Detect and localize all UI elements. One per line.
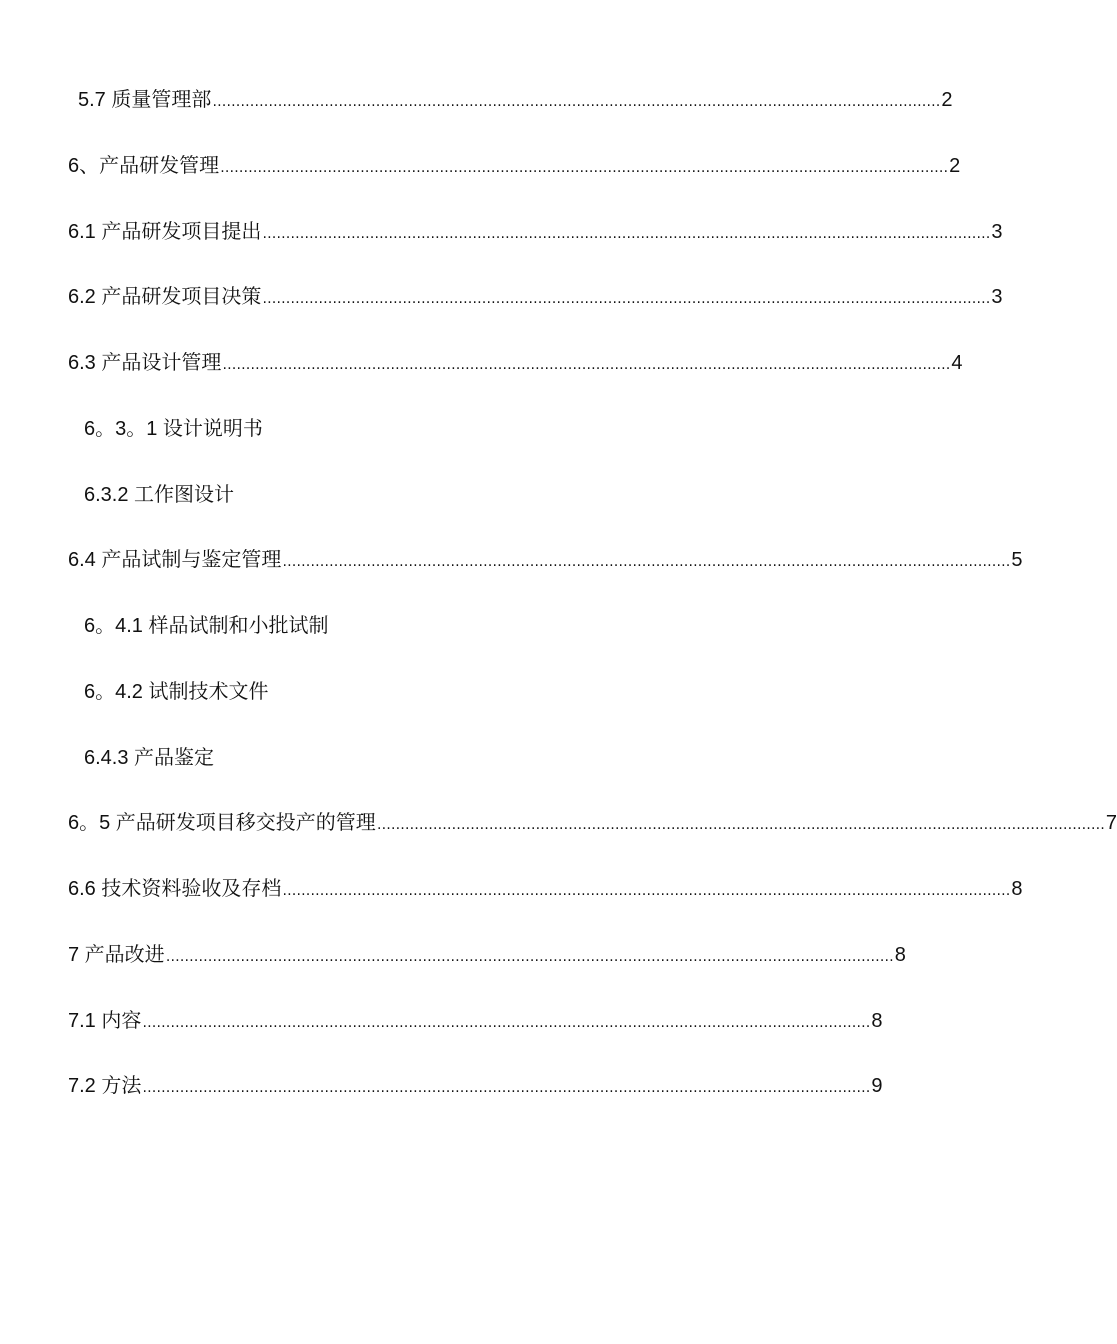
toc-entry-label: 6.1 产品研发项目提出	[68, 221, 262, 243]
toc-entry[interactable]	[68, 940, 906, 970]
toc-leader-dots: …………………………………………………………………………………………………………………………………………	[142, 1080, 871, 1096]
toc-subentry-label: 6.3.2 工作图设计	[84, 484, 235, 506]
toc-leader-dots: …………………………………………………………………………………………………………………………………………	[165, 949, 894, 965]
toc-subentry-label: 6.4.3 产品鉴定	[84, 747, 215, 769]
toc-leader-dots: …………………………………………………………………………………………………………………………………………	[376, 817, 1105, 833]
toc-subentry[interactable]	[84, 677, 268, 707]
toc-entry-label: 6.2 产品研发项目决策	[68, 286, 262, 308]
toc-subentry-label: 6。4.2 试制技术文件	[84, 681, 269, 703]
toc-entry[interactable]	[68, 1071, 883, 1101]
toc-entry[interactable]	[68, 874, 1023, 904]
toc-entry-label: 7.2 方法	[68, 1075, 142, 1097]
toc-entry-page: 5	[1011, 549, 1023, 571]
toc-leader-dots: …………………………………………………………………………………………………………………………………………	[282, 883, 1011, 899]
toc-subentry[interactable]	[84, 414, 263, 444]
toc-subentry-label: 6。4.1 样品试制和小批试制	[84, 615, 329, 637]
toc-leader-dots: …………………………………………………………………………………………………………………………………………	[212, 94, 941, 110]
toc-subentry[interactable]	[84, 611, 328, 641]
toc-entry-page: 3	[991, 286, 1003, 308]
toc-leader-dots: …………………………………………………………………………………………………………………………………………	[282, 554, 1011, 570]
toc-entry[interactable]	[78, 85, 953, 115]
toc-entry-page: 9	[871, 1075, 883, 1097]
toc-entry-page: 8	[1011, 878, 1023, 900]
toc-entry-label: 6.6 技术资料验收及存档	[68, 878, 282, 900]
toc-entry-page: 7	[1105, 812, 1117, 834]
toc-entry-label: 6.3 产品设计管理	[68, 352, 222, 374]
toc-subentry[interactable]	[84, 743, 214, 773]
toc-entry-page: 2	[941, 89, 953, 111]
toc-entry-label: 6。5 产品研发项目移交投产的管理	[68, 812, 376, 834]
toc-entry-label: 7.1 内容	[68, 1010, 142, 1032]
toc-leader-dots: …………………………………………………………………………………………………………………………………………	[220, 160, 949, 176]
toc-entry[interactable]	[68, 348, 963, 378]
toc-subentry[interactable]	[84, 480, 234, 510]
toc-leader-dots: …………………………………………………………………………………………………………………………………………	[222, 357, 951, 373]
toc-entry-page: 8	[871, 1010, 883, 1032]
toc-entry-label: 5.7 质量管理部	[78, 89, 212, 111]
toc-entry[interactable]	[68, 545, 1023, 575]
toc-leader-dots: …………………………………………………………………………………………………………………………………………	[262, 226, 991, 242]
toc-subentry-label: 6。3。1 设计说明书	[84, 418, 263, 440]
toc-entry-page: 3	[991, 221, 1003, 243]
toc-entry[interactable]	[68, 151, 961, 181]
toc-entry[interactable]	[68, 808, 1117, 838]
toc-entry[interactable]	[68, 1006, 883, 1036]
toc-entry-label: 6、产品研发管理	[68, 155, 220, 177]
toc-leader-dots: …………………………………………………………………………………………………………………………………………	[142, 1015, 871, 1031]
toc-entry[interactable]	[68, 217, 1003, 247]
toc-entry-label: 7 产品改进	[68, 944, 165, 966]
toc-leader-dots: …………………………………………………………………………………………………………………………………………	[262, 291, 991, 307]
toc-entry-page: 4	[951, 352, 963, 374]
toc-entry-page: 2	[949, 155, 961, 177]
toc-entry-label: 6.4 产品试制与鉴定管理	[68, 549, 282, 571]
toc-entry[interactable]	[68, 282, 1003, 312]
toc-entry-page: 8	[894, 944, 906, 966]
